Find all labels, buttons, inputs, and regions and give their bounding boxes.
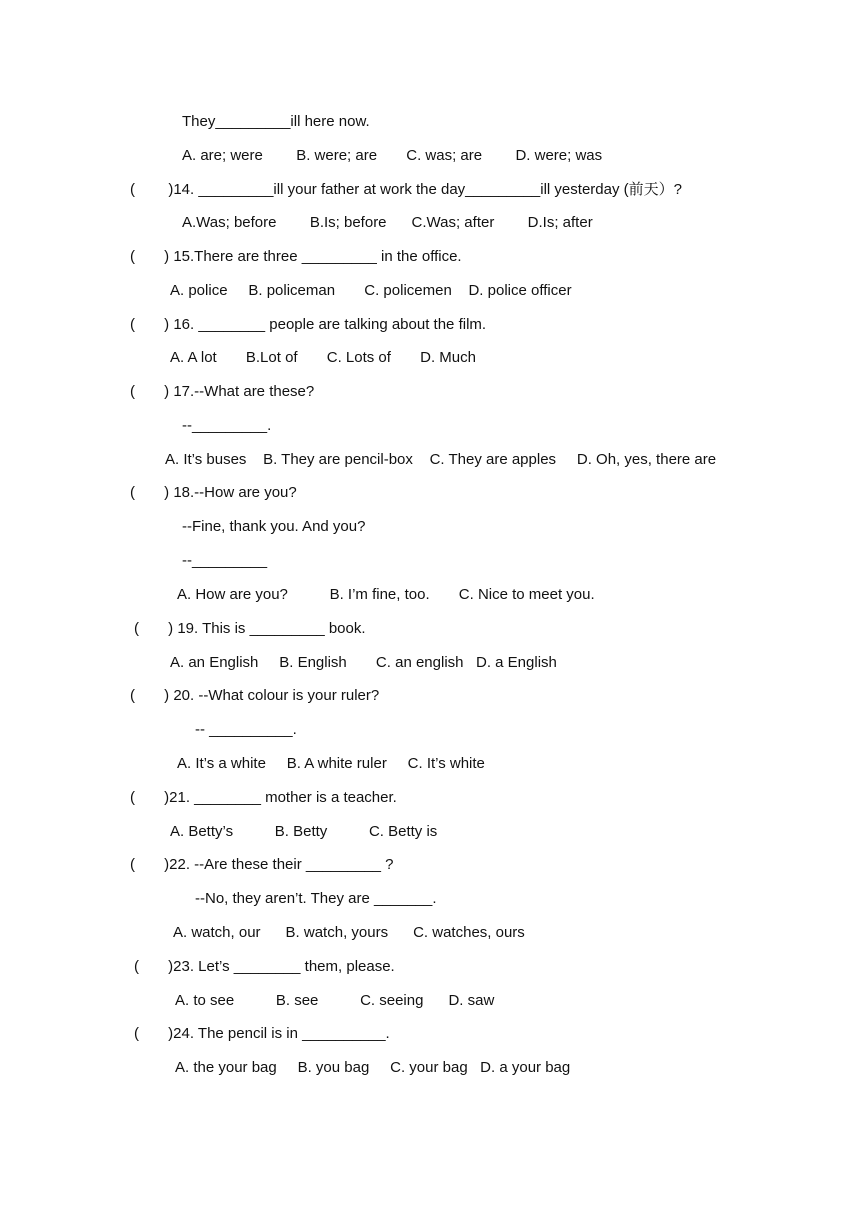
options-line: A. an English B. English C. an english D. a English xyxy=(170,654,557,671)
question-line: ( ) 16. ________ people are talking about the film. xyxy=(130,316,487,333)
options-line: A. It’s buses B. They are pencil-box C. They are apples D. Oh, yes, there are xyxy=(165,451,717,468)
question-line: ( )22. --Are these their _________ ? xyxy=(130,856,394,873)
options-line: A. watch, our B. watch, yours C. watches, ours xyxy=(173,924,525,941)
options-line: A. the your bag B. you bag C. your bag D. a your bag xyxy=(175,1059,571,1076)
question-line: ( ) 17.--What are these? xyxy=(130,383,315,400)
options-line: A. to see B. see C. seeing D. saw xyxy=(175,992,495,1009)
question-line: They_________ill here now. xyxy=(182,113,370,130)
question-line: ( ) 20. --What colour is your ruler? xyxy=(130,687,380,704)
options-line: A. police B. policeman C. policemen D. police officer xyxy=(170,282,572,299)
options-line: A. How are you? B. I’m fine, too. C. Nice to meet you. xyxy=(177,586,595,603)
options-line: A. Betty’s B. Betty C. Betty is xyxy=(170,823,438,840)
question-line: ( )24. The pencil is in __________. xyxy=(134,1025,390,1042)
options-line: A. A lot B.Lot of C. Lots of D. Much xyxy=(170,349,476,366)
options-line: A. are; were B. were; are C. was; are D. were; was xyxy=(182,147,603,164)
question-line: ( ) 15.There are three _________ in the office. xyxy=(130,248,462,265)
dialogue-line: --_________ xyxy=(182,552,268,569)
question-line: ( )21. ________ mother is a teacher. xyxy=(130,789,397,806)
question-line: ( )14. _________ill your father at work the day_________ill yesterday (前天）? xyxy=(130,181,682,198)
dialogue-line: -- __________. xyxy=(195,721,297,738)
dialogue-line: --_________. xyxy=(182,417,272,434)
question-line: ( ) 19. This is _________ book. xyxy=(134,620,366,637)
dialogue-line: --Fine, thank you. And you? xyxy=(182,518,366,535)
options-line: A.Was; before B.Is; before C.Was; after D.Is; after xyxy=(182,214,593,231)
options-line: A. It’s a white B. A white ruler C. It’s white xyxy=(177,755,485,772)
dialogue-line: --No, they aren’t. They are _______. xyxy=(195,890,437,907)
question-line: ( )23. Let’s ________ them, please. xyxy=(134,958,395,975)
question-line: ( ) 18.--How are you? xyxy=(130,484,297,501)
